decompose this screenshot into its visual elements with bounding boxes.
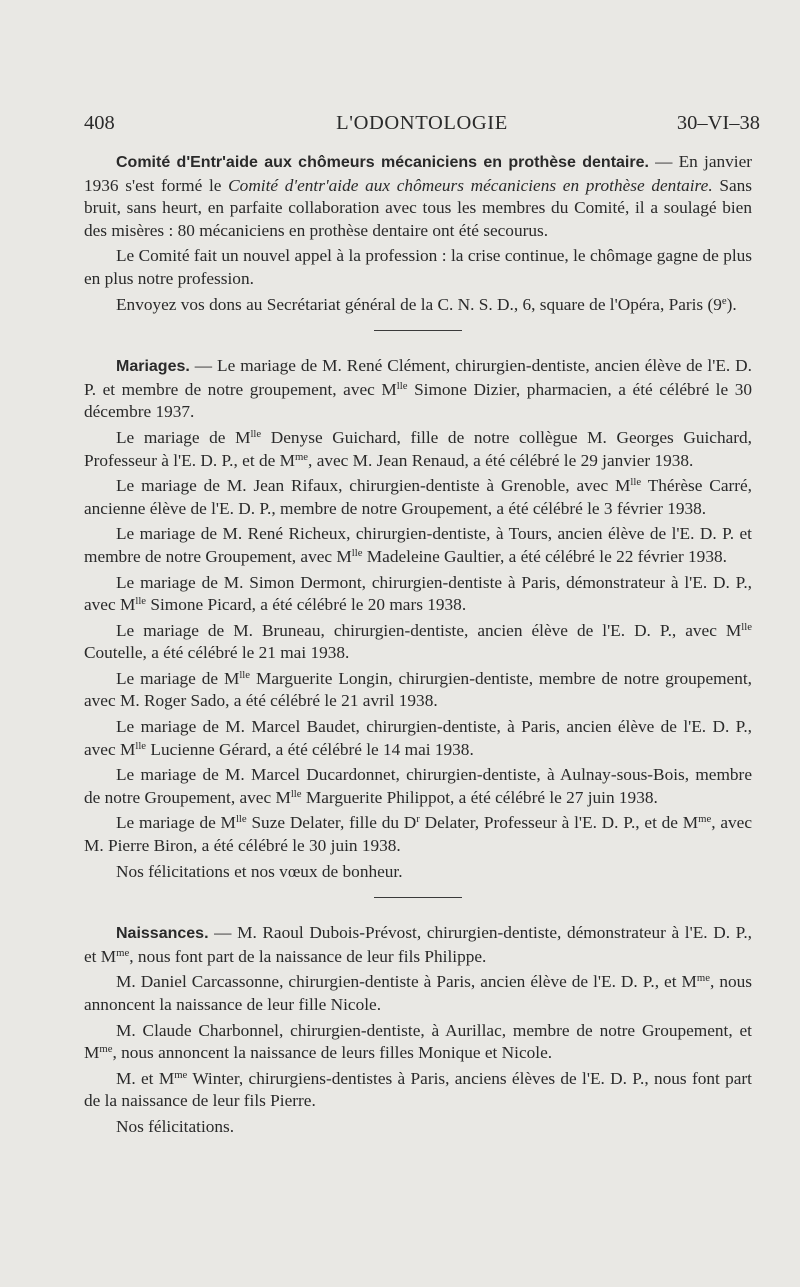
superscript: lle <box>630 476 642 489</box>
paragraph <box>84 1020 752 1065</box>
text-run-italic: Comité d'entr'aide aux chômeurs mécaniciens en prothèse dentaire. <box>228 175 713 195</box>
text-run: Sans bruit, sans heurt, en parfaite collaboration avec tous les membres du Comité, il a soulagé bien des misères : 80 mécaniciens en prothèse dentaire ont été secourus. <box>84 175 752 240</box>
section-naissances <box>84 922 752 1138</box>
paragraph <box>84 294 752 317</box>
text-run: Le mariage de M. Simon Dermont, chirurgien-dentiste à Paris, démonstrateur à l'E. D. P., avec M <box>84 572 752 615</box>
text-run: ). <box>726 294 737 314</box>
text-run: Le mariage de M. Jean Rifaux, chirurgien-dentiste à Grenoble, avec M <box>116 476 631 496</box>
paragraph <box>84 1068 752 1113</box>
superscript: lle <box>741 620 752 633</box>
text-run: Simone Dizier, pharmacien, a été célébré le 30 décembre 1937. <box>84 379 753 422</box>
text-run: M. Daniel Carcassonne, chirurgien-dentiste à Paris, ancien élève de l'E. D. P., et M <box>116 972 697 992</box>
paragraph: Nos félicitations. <box>116 1116 235 1136</box>
text-run: Marguerite Longin, chirurgien-dentiste, membre de notre groupement, avec M. Roger Sado, a été célébré le 21 avril 1938. <box>84 668 752 711</box>
text-run: — En janvier 1936 s'est formé le <box>84 152 752 195</box>
text-run: Delater, Professeur à l'E. D. P., et de M <box>419 813 699 833</box>
superscript: me <box>174 1068 188 1081</box>
text-run: Le mariage de M. Marcel Ducardonnet, chirurgien-dentiste, à Aulnay-sous-Bois, membre de notre Groupement, avec M <box>84 765 752 807</box>
article-body <box>84 151 752 1139</box>
section-heading-naissances: Naissances. <box>116 925 209 943</box>
paragraph <box>84 716 752 761</box>
text-run: Lucienne Gérard, a été célébré le 14 mai 1938. <box>146 739 474 759</box>
text-run: Madeleine Gaultier, a été célébré le 22 février 1938. <box>362 546 727 566</box>
issue-date: 30–VI–38 <box>676 112 760 134</box>
text-run: , nous annoncent la naissance de leur fille Nicole. <box>84 972 752 1014</box>
text-run: Winter, chirurgiens-dentistes à Paris, anciens élèves de l'E. D. P., nous font part de la naissance de leur fils Pierre. <box>84 1068 752 1111</box>
text-run: , avec M. Pierre Biron, a été célébré le 30 juin 1938. <box>84 813 752 856</box>
superscript: me <box>294 450 309 463</box>
superscript: lle <box>239 668 251 681</box>
text-run: Le mariage de M <box>116 427 251 447</box>
text-run: Le mariage de M <box>116 668 240 688</box>
superscript: me <box>696 972 711 985</box>
paragraph <box>84 668 752 713</box>
paragraph <box>84 427 752 472</box>
text-run: Le mariage de M. René Richeux, chirurgien-dentiste, à Tours, ancien élève de l'E. D. P. et membre de notre Groupement, avec M <box>84 524 752 566</box>
paragraph <box>84 572 752 617</box>
superscript: lle <box>396 379 408 392</box>
section-comite <box>84 151 752 316</box>
paragraph <box>84 620 752 665</box>
section-mariages <box>84 355 752 883</box>
section-divider <box>374 897 462 898</box>
paragraph <box>84 475 752 520</box>
section-heading-comite: Comité d'Entr'aide aux chômeurs mécaniciens en prothèse dentaire. <box>116 154 649 171</box>
paragraph: Nos félicitations et nos vœux de bonheur. <box>116 861 403 881</box>
text-run: Envoyez vos dons au Secrétariat général de la C. N. S. D., 6, square de l'Opéra, Paris (9 <box>116 294 722 314</box>
text-run: Simone Picard, a été célébré le 20 mars 1938. <box>146 595 467 615</box>
superscript: e <box>721 294 727 307</box>
journal-title: L'ODONTOLOGIE <box>336 112 508 134</box>
text-run: Denyse Guichard, fille de notre collègue M. Georges Guichard, Professeur à l'E. D. P., et de M <box>84 427 752 470</box>
superscript: lle <box>235 813 247 826</box>
text-run: Coutelle, a été célébré le 21 mai 1938. <box>84 643 350 663</box>
superscript: lle <box>135 739 147 752</box>
text-run: , nous font part de la naissance de leur fils Philippe. <box>129 946 487 966</box>
text-run: Marguerite Philippot, a été célébré le 27 juin 1938. <box>301 787 658 807</box>
text-run: , avec M. Jean Renaud, a été célébré le 29 janvier 1938. <box>308 450 694 470</box>
page-number: 408 <box>84 112 115 134</box>
paragraph: Le Comité fait un nouvel appel à la profession : la crise continue, le chômage gagne de plus en plus notre profession. <box>84 246 752 288</box>
superscript: r <box>416 813 420 826</box>
section-heading-mariages: Mariages. <box>116 358 190 376</box>
running-head <box>84 108 760 148</box>
paragraph <box>84 922 752 968</box>
paragraph <box>84 812 752 857</box>
superscript: lle <box>135 595 147 608</box>
superscript: me <box>698 813 712 826</box>
paragraph <box>84 971 752 1016</box>
superscript: lle <box>351 547 363 560</box>
text-run: , nous annoncent la naissance de leurs filles Monique et Nicole. <box>112 1043 553 1063</box>
text-run: — Le mariage de M. René Clément, chirurgien-dentiste, ancien élève de l'E. D. P. et membre de notre groupement, avec M <box>84 356 752 399</box>
text-run: Le mariage de M <box>116 813 236 833</box>
text-run: Suze Delater, fille du D <box>246 813 417 833</box>
paragraph <box>84 523 752 568</box>
text-run: Thérèse Carré, ancienne élève de l'E. D. P., membre de notre Groupement, a été célébré le 3 février 1938. <box>84 476 752 518</box>
paragraph <box>84 764 752 809</box>
text-run: Le mariage de M. Bruneau, chirurgien-dentiste, ancien élève de l'E. D. P., avec M <box>116 620 742 640</box>
section-divider <box>374 330 462 331</box>
text-run: — M. Raoul Dubois-Prévost, chirurgien-dentiste, démonstrateur à l'E. D. P., et M <box>84 923 752 966</box>
paragraph <box>84 151 752 242</box>
text-run: M. Claude Charbonnel, chirurgien-dentiste, à Aurillac, membre de notre Groupement, et M <box>84 1020 752 1063</box>
superscript: me <box>99 1043 113 1056</box>
superscript: me <box>116 946 130 959</box>
superscript: lle <box>290 787 302 800</box>
text-run: M. et M <box>116 1068 175 1088</box>
text-run: Le mariage de M. Marcel Baudet, chirurgien-dentiste, à Paris, ancien élève de l'E. D. P., avec M <box>84 717 752 759</box>
superscript: lle <box>250 428 262 441</box>
paragraph <box>84 355 752 424</box>
